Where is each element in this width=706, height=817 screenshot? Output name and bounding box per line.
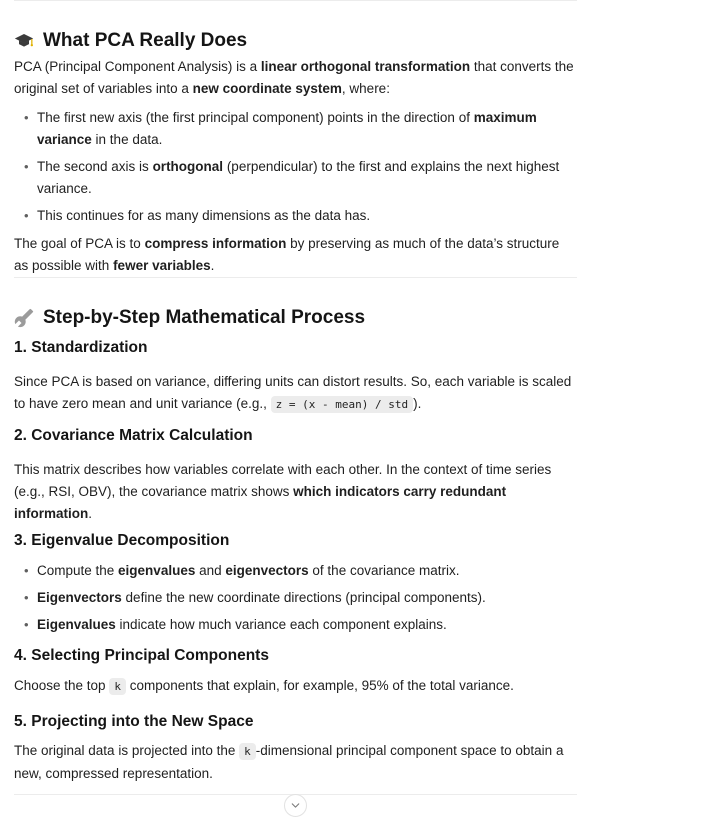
scroll-down-button[interactable] <box>284 794 307 817</box>
eigen-list <box>14 560 577 636</box>
step-heading-selecting-components: 4. Selecting Principal Components <box>14 647 269 664</box>
section-title: What PCA Really Does <box>43 30 248 51</box>
inline-code: z = (x - mean) / std <box>271 396 413 413</box>
list-item: • The first new axis (the first principal component) points in the direction of maximum variance in the data. <box>37 107 577 151</box>
step-body: Choose the top k components that explain, for example, 95% of the total variance. <box>14 678 514 693</box>
pca-intro-paragraph: PCA (Principal Component Analysis) is a linear orthogonal transformation that converts the original set of variables into a new coordinate system, where: <box>14 59 574 96</box>
pca-goal-paragraph: The goal of PCA is to compress information by preserving as much of the data’s structure as possible with fewer variables. <box>14 236 560 273</box>
section-heading-what-pca-does <box>14 28 577 54</box>
section-heading-math-process <box>14 305 577 331</box>
section-title: Step-by-Step Mathematical Process <box>43 307 366 328</box>
list-item: • This continues for as many dimensions as the data has. <box>37 205 577 227</box>
inline-code: k <box>109 678 126 695</box>
top-divider <box>14 0 577 1</box>
step-heading-projecting-new-space: 5. Projecting into the New Space <box>14 713 254 730</box>
pca-properties-list <box>14 107 577 227</box>
inline-code: k <box>239 743 256 760</box>
wrench-icon <box>14 308 34 328</box>
step-body: This matrix describes how variables correlate with each other. In the context of time series (e.g., RSI, OBV), the covariance matrix shows which indicators carry redundant information. <box>14 462 552 521</box>
list-item: • The second axis is orthogonal (perpendicular) to the first and explains the next highest variance. <box>37 156 577 200</box>
step-heading-standardization: 1. Standardization <box>14 339 148 356</box>
list-item: • Eigenvalues indicate how much variance each component explains. <box>37 614 577 636</box>
list-item: • Eigenvectors define the new coordinate directions (principal components). <box>37 587 577 609</box>
graduation-cap-icon <box>14 31 34 51</box>
step-body: Since PCA is based on variance, differing units can distort results. So, each variable is scaled to have zero mean and unit variance (e.g., z = (x - mean) / std ). <box>14 374 572 411</box>
document-body <box>14 0 577 785</box>
list-item: • Compute the eigenvalues and eigenvectors of the covariance matrix. <box>37 560 577 582</box>
section-divider <box>14 277 577 278</box>
step-heading-eigenvalue-decomposition: 3. Eigenvalue Decomposition <box>14 532 230 549</box>
step-heading-covariance-matrix: 2. Covariance Matrix Calculation <box>14 427 253 444</box>
chevron-down-icon <box>289 799 302 812</box>
step-body: The original data is projected into the k -dimensional principal component space to obtain a new, compressed representation. <box>14 743 564 781</box>
